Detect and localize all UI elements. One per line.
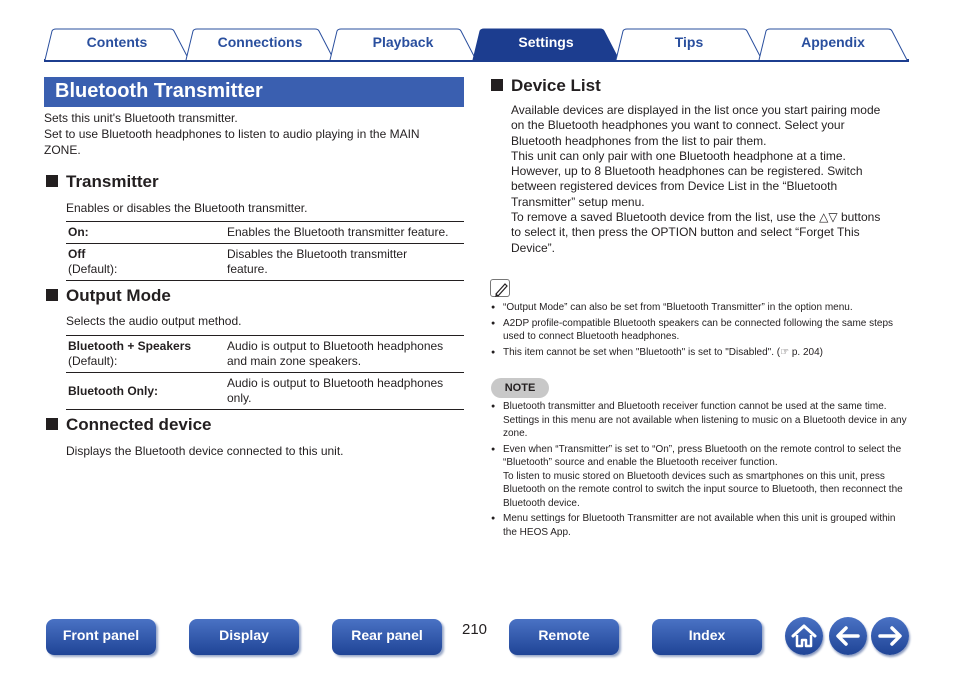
option-desc: Audio is output to Bluetooth headphones bbox=[227, 376, 444, 390]
page-number: 210 bbox=[462, 621, 488, 638]
device-list-line: to select it, then press the OPTION button and select “Forget This bbox=[511, 225, 860, 240]
tab-connections[interactable] bbox=[185, 28, 335, 60]
section-heading-output-mode bbox=[46, 286, 171, 306]
device-list-line: between registered devices from Device List in the “Bluetooth bbox=[511, 179, 838, 194]
option-default: (Default): bbox=[68, 262, 118, 276]
option-desc: and main zone speakers. bbox=[227, 354, 362, 368]
note-extra: To listen to music stored on Bluetooth devices such as smartphones on this unit, press Bluetooth on the remote control to switch the input source to Bluetooth, then reconnect the Bluetooth device. bbox=[503, 470, 903, 509]
tab-tips[interactable] bbox=[615, 28, 763, 60]
device-list-text bbox=[511, 103, 911, 256]
page-title: Bluetooth Transmitter bbox=[55, 80, 263, 102]
device-list-line: Device”. bbox=[511, 240, 556, 255]
table-row[interactable] bbox=[66, 373, 464, 410]
title-banner bbox=[44, 77, 464, 107]
table-row[interactable] bbox=[66, 222, 464, 244]
display-button[interactable]: Display bbox=[189, 619, 299, 655]
heading-text: Connected device bbox=[66, 415, 212, 434]
front-panel-button[interactable]: Front panel bbox=[46, 619, 156, 655]
tab-label: Appendix bbox=[801, 34, 865, 50]
heading-text: Output Mode bbox=[66, 286, 171, 305]
device-list-line: However, up to 8 Bluetooth headphones can be registered. Switch bbox=[511, 164, 863, 179]
intro-line: ZONE. bbox=[44, 143, 81, 157]
home-icon bbox=[785, 617, 823, 655]
option-desc: only. bbox=[227, 391, 252, 405]
option-name: Bluetooth + Speakers bbox=[68, 339, 192, 353]
tips-list bbox=[491, 301, 911, 361]
tab-label: Tips bbox=[674, 34, 704, 50]
table-row[interactable] bbox=[66, 336, 464, 373]
transmitter-table bbox=[66, 221, 464, 281]
list-item bbox=[491, 400, 911, 441]
option-default: (Default): bbox=[68, 354, 118, 368]
heading-text: Device List bbox=[511, 76, 601, 95]
intro-text bbox=[44, 110, 464, 158]
pencil-icon bbox=[490, 279, 510, 297]
option-desc: Disables the Bluetooth transmitter bbox=[227, 247, 408, 261]
table-row[interactable] bbox=[66, 244, 464, 281]
option-desc: Enables the Bluetooth transmitter feature. bbox=[227, 225, 449, 239]
tab-playback[interactable] bbox=[329, 28, 477, 60]
forward-button[interactable] bbox=[871, 617, 909, 655]
tab-label: Connections bbox=[217, 34, 303, 50]
device-list-line: To remove a saved Bluetooth device from the list, use the △▽ buttons bbox=[511, 210, 881, 225]
connected-device-desc: Displays the Bluetooth device connected to this unit. bbox=[66, 444, 344, 458]
list-item: ● “Output Mode” can also be set from “Bluetooth Transmitter” in the option menu. bbox=[491, 301, 911, 315]
list-item bbox=[491, 443, 911, 511]
device-list-line: Available devices are displayed in the list once you start pairing mode bbox=[511, 103, 881, 117]
tab-contents[interactable] bbox=[44, 28, 190, 60]
list-item: ● This item cannot be set when "Bluetooth" is set to "Disabled". (☞ p. 204) bbox=[491, 346, 911, 360]
tab-appendix[interactable] bbox=[758, 28, 908, 60]
tab-label: Settings bbox=[518, 34, 574, 50]
list-item: ● A2DP profile-compatible Bluetooth speakers can be connected following the same steps used to connect Bluetooth headphones. bbox=[491, 317, 911, 344]
section-heading-transmitter bbox=[46, 172, 159, 192]
section-heading-device-list bbox=[491, 76, 601, 96]
transmitter-desc: Enables or disables the Bluetooth transmitter. bbox=[66, 201, 308, 215]
output-mode-table bbox=[66, 335, 464, 410]
intro-line: Set to use Bluetooth headphones to listen to audio playing in the MAIN bbox=[44, 127, 420, 141]
heading-text: Transmitter bbox=[66, 172, 159, 191]
option-desc: Audio is output to Bluetooth headphones bbox=[227, 339, 444, 353]
note-badge: NOTE bbox=[491, 378, 549, 398]
option-name: On: bbox=[68, 225, 89, 239]
list-item bbox=[491, 512, 911, 539]
note-text: Even when “Transmitter” is set to “On”, press Bluetooth on the remote control to select the “Bluetooth” source and enable the Bluetooth receiver function. bbox=[503, 443, 902, 468]
option-name: Off bbox=[68, 247, 86, 261]
home-button[interactable] bbox=[785, 617, 823, 655]
tab-bar bbox=[0, 0, 954, 62]
output-mode-desc: Selects the audio output method. bbox=[66, 314, 242, 328]
index-button[interactable]: Index bbox=[652, 619, 762, 655]
back-button[interactable] bbox=[829, 617, 867, 655]
option-name: Bluetooth Only: bbox=[68, 383, 158, 398]
tab-settings[interactable] bbox=[472, 28, 620, 60]
option-desc: feature. bbox=[227, 262, 268, 276]
section-heading-connected-device bbox=[46, 415, 212, 435]
square-bullet-icon bbox=[491, 79, 503, 91]
notes-list bbox=[491, 400, 911, 541]
square-bullet-icon bbox=[46, 175, 58, 187]
intro-line: Sets this unit's Bluetooth transmitter. bbox=[44, 111, 238, 125]
tab-label: Contents bbox=[86, 34, 148, 50]
rear-panel-button[interactable]: Rear panel bbox=[332, 619, 442, 655]
device-list-line: Bluetooth headphones from the list to pair them. bbox=[511, 133, 767, 148]
remote-button[interactable]: Remote bbox=[509, 619, 619, 655]
tab-label: Playback bbox=[372, 34, 434, 50]
device-list-line: This unit can only pair with one Bluetooth headphone at a time. bbox=[511, 148, 846, 163]
note-text: Menu settings for Bluetooth Transmitter are not available when this unit is grouped within the HEOS App. bbox=[503, 513, 896, 538]
square-bullet-icon bbox=[46, 289, 58, 301]
square-bullet-icon bbox=[46, 418, 58, 430]
device-list-line: Transmitter” setup menu. bbox=[511, 194, 645, 209]
arrow-left-icon bbox=[829, 617, 867, 655]
note-text: Bluetooth transmitter and Bluetooth receiver function cannot be used at the same time. Settings in this menu are not available when listening to music on a Bluetooth device in any zone. bbox=[503, 401, 907, 439]
device-list-line: on the Bluetooth headphones you want to connect. Select your bbox=[511, 118, 845, 133]
arrow-right-icon bbox=[871, 617, 909, 655]
